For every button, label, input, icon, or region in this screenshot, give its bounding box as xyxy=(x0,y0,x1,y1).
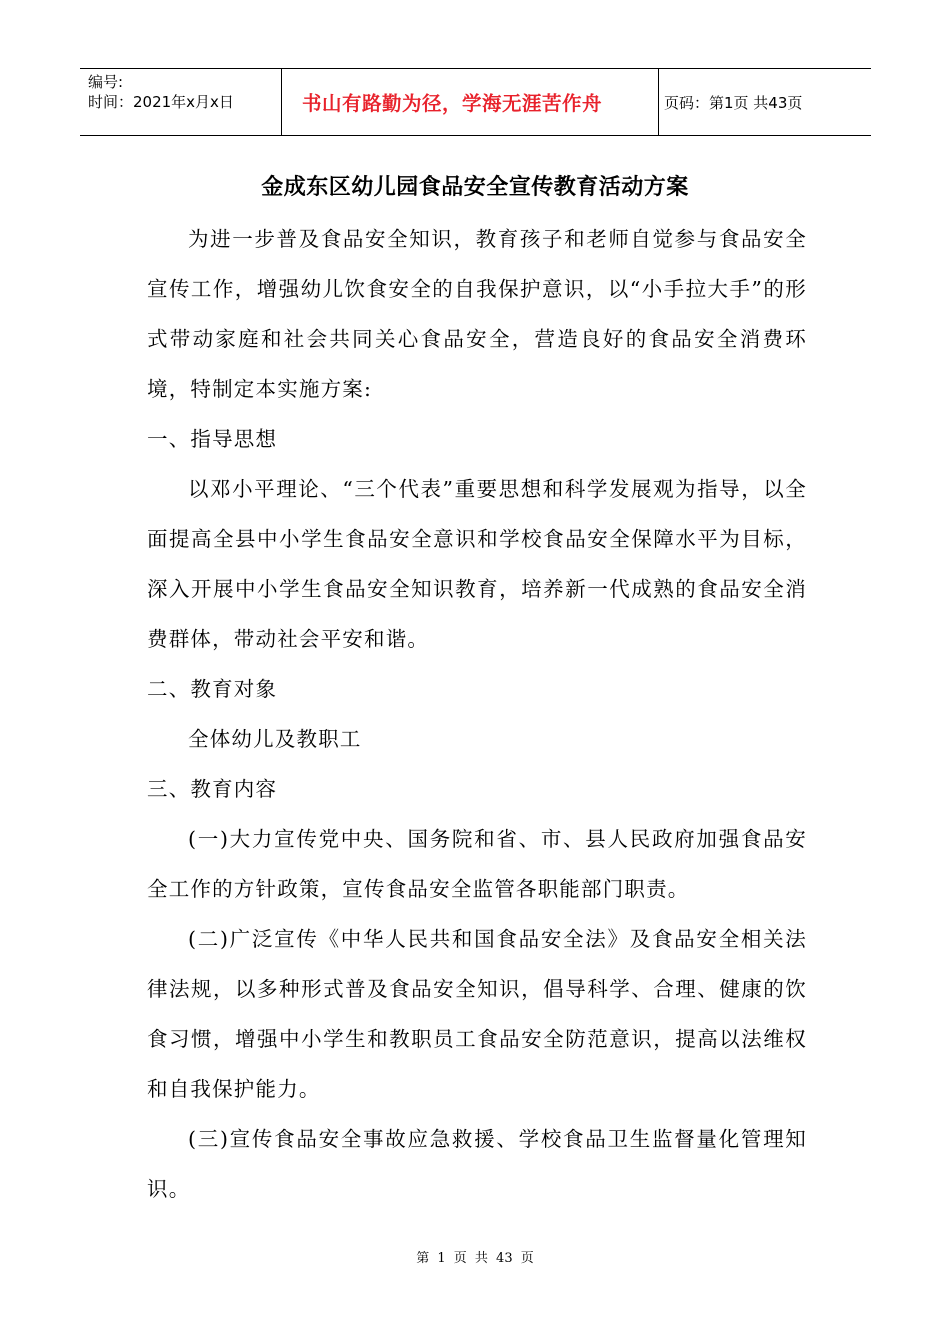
education-target-paragraph: 全体幼儿及教职工 xyxy=(188,727,362,751)
section-heading-education-target: 二、教育对象 xyxy=(147,677,278,701)
header-page-cell xyxy=(659,69,871,135)
content-item-3: (三)宣传食品安全事故应急救援、学校食品卫生监督量化管理知识。 xyxy=(147,1127,807,1201)
header-page-info: 页码：第1页 共43页 xyxy=(664,93,803,112)
section-heading-education-content: 三、教育内容 xyxy=(147,777,278,801)
document-time-label: 时间：2021年x月x日 xyxy=(88,93,234,111)
section-heading-guiding-ideology: 一、指导思想 xyxy=(147,427,278,451)
content-item-1: (一)大力宣传党中央、国务院和省、市、县人民政府加强食品安全工作的方针政策，宣传食品安全监管各职能部门职责。 xyxy=(147,827,807,901)
content-item-2: (二)广泛宣传《中华人民共和国食品安全法》及食品安全相关法律法规，以多种形式普及食品安全知识，倡导科学、合理、健康的饮食习惯，增强中小学生和教职员工食品安全防范意识，提高以法维权和自我保护能力。 xyxy=(147,927,807,1101)
guiding-ideology-paragraph: 以邓小平理论、“三个代表”重要思想和科学发展观为指导，以全面提高全县中小学生食品安全意识和学校食品安全保障水平为目标，深入开展中小学生食品安全知识教育，培养新一代成熟的食品安全消费群体，带动社会平安和谐。 xyxy=(147,477,807,651)
page-footer: 第 1 页 共 43 页 xyxy=(416,1251,534,1266)
intro-paragraph: 为进一步普及食品安全知识，教育孩子和老师自觉参与食品安全宣传工作，增强幼儿饮食安全的自我保护意识，以“小手拉大手”的形式带动家庭和社会共同关心食品安全，营造良好的食品安全消费环境，特制定本实施方案: xyxy=(147,227,807,401)
page-header xyxy=(80,68,871,136)
header-meta-cell xyxy=(80,69,282,135)
document-title: 金成东区幼儿园食品安全宣传教育活动方案 xyxy=(261,175,689,200)
document-number-label: 编号: xyxy=(88,73,124,91)
header-motto-cell xyxy=(282,69,659,135)
document-body xyxy=(147,214,807,1214)
header-motto: 书山有路勤为径，学海无涯苦作舟 xyxy=(302,92,603,115)
